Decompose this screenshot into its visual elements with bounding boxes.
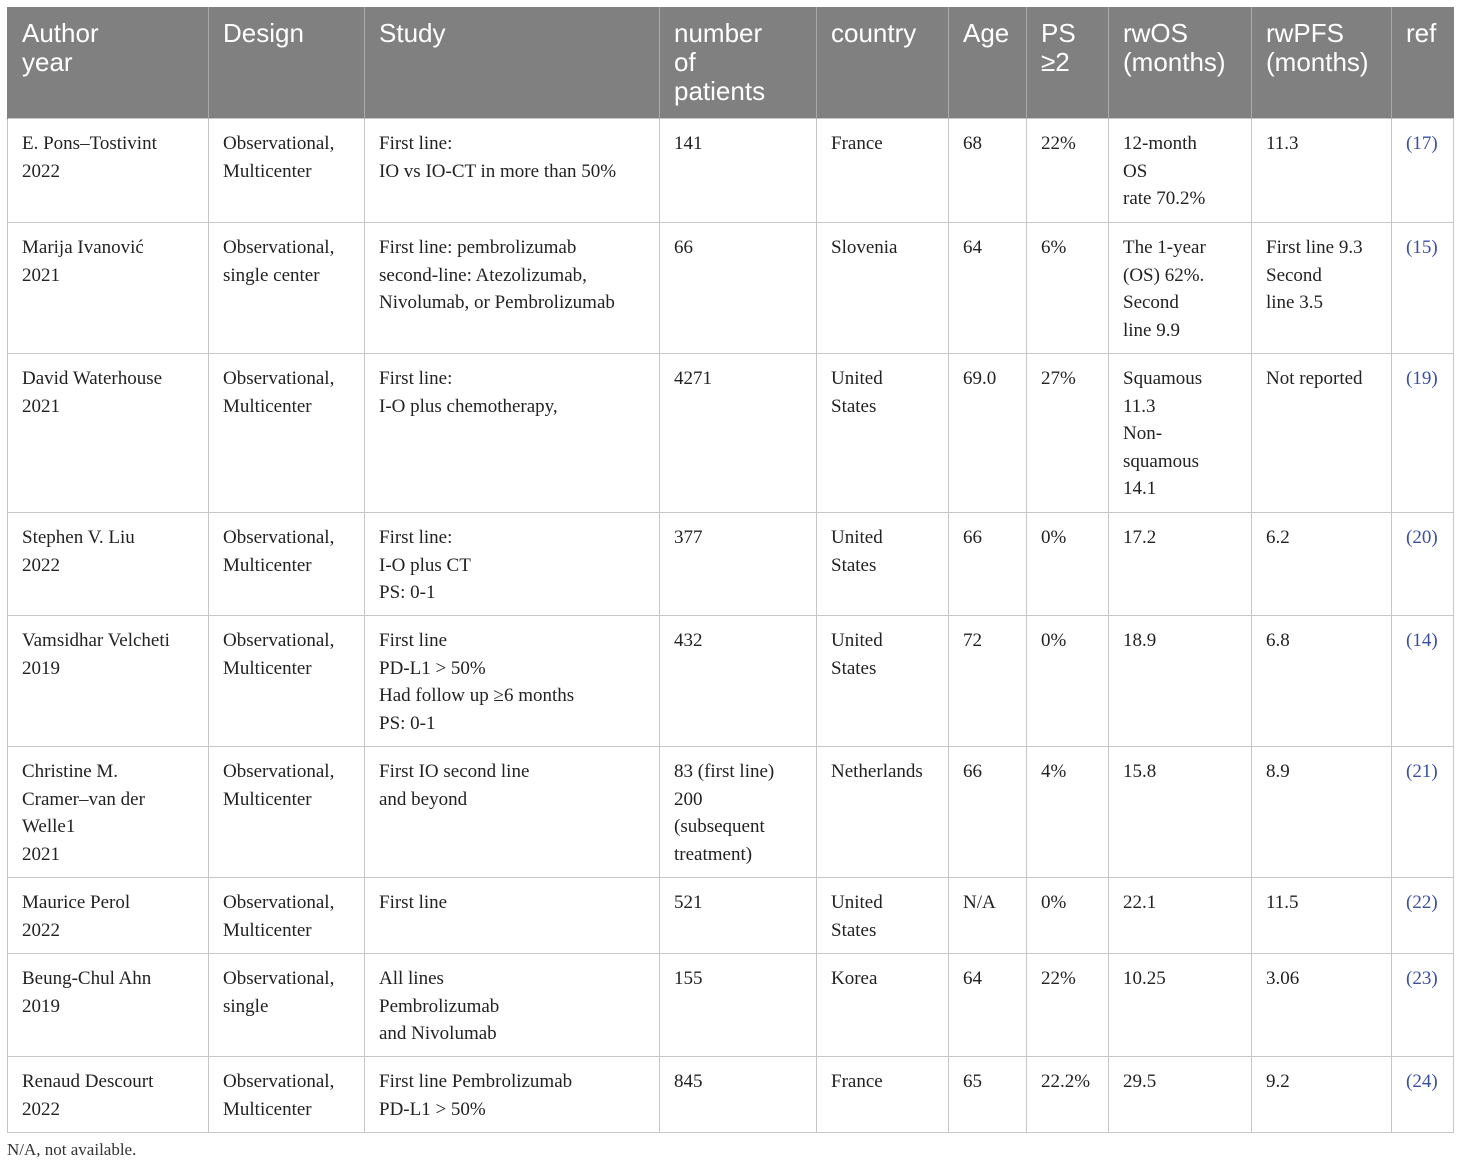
- cell-ref[interactable]: (17): [1392, 119, 1454, 223]
- cell-rwpfs: 3.06: [1252, 954, 1392, 1057]
- cell-rwos: 10.25: [1109, 954, 1252, 1057]
- cell-design: Observational, Multicenter: [209, 513, 365, 616]
- cell-rwpfs: Not reported: [1252, 354, 1392, 513]
- cell-study: First line: I-O plus CT PS: 0-1: [365, 513, 660, 616]
- table-row: [8, 1057, 1454, 1133]
- cell-age: 72: [949, 616, 1027, 747]
- cell-design: Observational, Multicenter: [209, 354, 365, 513]
- cell-age: 64: [949, 954, 1027, 1057]
- cell-study: First line: pembrolizumab second-line: Atezolizumab, Nivolumab, or Pembrolizumab: [365, 223, 660, 354]
- cell-design: Observational, single: [209, 954, 365, 1057]
- cell-study: First line Pembrolizumab PD-L1 > 50%: [365, 1057, 660, 1133]
- cell-rwos: Squamous 11.3 Non- squamous 14.1: [1109, 354, 1252, 513]
- cell-age: 65: [949, 1057, 1027, 1133]
- cell-country: Netherlands: [817, 747, 949, 878]
- table-row: [8, 954, 1454, 1057]
- cell-country: United States: [817, 878, 949, 954]
- cell-design: Observational, single center: [209, 223, 365, 354]
- table-row: [8, 119, 1454, 223]
- table-row: [8, 354, 1454, 513]
- cell-ps: 0%: [1027, 513, 1109, 616]
- cell-rwpfs: 6.8: [1252, 616, 1392, 747]
- table-row: [8, 223, 1454, 354]
- cell-design: Observational, Multicenter: [209, 747, 365, 878]
- table-row: [8, 747, 1454, 878]
- cell-study: First line PD-L1 > 50% Had follow up ≥6 months PS: 0-1: [365, 616, 660, 747]
- table-footnote: N/A, not available.: [7, 1140, 137, 1159]
- cell-number-of-patients: 141: [660, 119, 817, 223]
- cell-ref[interactable]: (22): [1392, 878, 1454, 954]
- cell-ps: 22%: [1027, 954, 1109, 1057]
- cell-study: All lines Pembrolizumab and Nivolumab: [365, 954, 660, 1057]
- cell-number-of-patients: 432: [660, 616, 817, 747]
- table-row: [8, 878, 1454, 954]
- cell-author-year: E. Pons–Tostivint 2022: [8, 119, 209, 223]
- cell-rwpfs: 11.5: [1252, 878, 1392, 954]
- cell-rwos: 12-month OS rate 70.2%: [1109, 119, 1252, 223]
- cell-ps: 27%: [1027, 354, 1109, 513]
- cell-author-year: David Waterhouse 2021: [8, 354, 209, 513]
- cell-design: Observational, Multicenter: [209, 616, 365, 747]
- cell-number-of-patients: 83 (first line) 200 (subsequent treatment): [660, 747, 817, 878]
- header-rwpfs: rwPFS (months): [1252, 7, 1392, 119]
- cell-number-of-patients: 66: [660, 223, 817, 354]
- cell-study: First line: [365, 878, 660, 954]
- cell-design: Observational, Multicenter: [209, 878, 365, 954]
- cell-author-year: Renaud Descourt 2022: [8, 1057, 209, 1133]
- header-rwos: rwOS (months): [1109, 7, 1252, 119]
- cell-number-of-patients: 521: [660, 878, 817, 954]
- header-ref: ref: [1392, 7, 1454, 119]
- cell-ref[interactable]: (15): [1392, 223, 1454, 354]
- cell-age: 66: [949, 513, 1027, 616]
- cell-rwpfs: 11.3: [1252, 119, 1392, 223]
- table-row: [8, 513, 1454, 616]
- cell-age: 66: [949, 747, 1027, 878]
- cell-ps: 0%: [1027, 878, 1109, 954]
- cell-rwos: 15.8: [1109, 747, 1252, 878]
- header-row: [8, 7, 1454, 119]
- cell-rwpfs: 6.2: [1252, 513, 1392, 616]
- cell-number-of-patients: 155: [660, 954, 817, 1057]
- cell-study: First IO second line and beyond: [365, 747, 660, 878]
- cell-author-year: Beung-Chul Ahn 2019: [8, 954, 209, 1057]
- cell-ref[interactable]: (24): [1392, 1057, 1454, 1133]
- cell-rwpfs: 9.2: [1252, 1057, 1392, 1133]
- cell-number-of-patients: 845: [660, 1057, 817, 1133]
- cell-ref[interactable]: (23): [1392, 954, 1454, 1057]
- cell-rwos: 17.2: [1109, 513, 1252, 616]
- cell-ps: 22.2%: [1027, 1057, 1109, 1133]
- cell-ps: 4%: [1027, 747, 1109, 878]
- cell-author-year: Christine M. Cramer–van der Welle1 2021: [8, 747, 209, 878]
- cell-author-year: Stephen V. Liu 2022: [8, 513, 209, 616]
- cell-ref[interactable]: (20): [1392, 513, 1454, 616]
- cell-study: First line: IO vs IO-CT in more than 50%: [365, 119, 660, 223]
- header-author-year: Author year: [8, 7, 209, 119]
- cell-number-of-patients: 4271: [660, 354, 817, 513]
- header-study: Study: [365, 7, 660, 119]
- cell-author-year: Vamsidhar Velcheti 2019: [8, 616, 209, 747]
- cell-age: N/A: [949, 878, 1027, 954]
- header-number-of-patients: number of patients: [660, 7, 817, 119]
- cell-country: Korea: [817, 954, 949, 1057]
- cell-age: 64: [949, 223, 1027, 354]
- cell-ref[interactable]: (19): [1392, 354, 1454, 513]
- cell-author-year: Maurice Perol 2022: [8, 878, 209, 954]
- cell-rwos: The 1-year (OS) 62%. Second line 9.9: [1109, 223, 1252, 354]
- cell-rwos: 29.5: [1109, 1057, 1252, 1133]
- table-row: [8, 616, 1454, 747]
- cell-author-year: Marija Ivanović 2021: [8, 223, 209, 354]
- cell-age: 69.0: [949, 354, 1027, 513]
- cell-country: France: [817, 1057, 949, 1133]
- table-container: [7, 7, 1453, 1133]
- cell-rwpfs: 8.9: [1252, 747, 1392, 878]
- cell-rwos: 18.9: [1109, 616, 1252, 747]
- cell-country: United States: [817, 513, 949, 616]
- cell-ps: 22%: [1027, 119, 1109, 223]
- cell-country: Slovenia: [817, 223, 949, 354]
- cell-country: United States: [817, 616, 949, 747]
- cell-design: Observational, Multicenter: [209, 1057, 365, 1133]
- cell-country: United States: [817, 354, 949, 513]
- cell-age: 68: [949, 119, 1027, 223]
- cell-ref[interactable]: (14): [1392, 616, 1454, 747]
- cell-rwos: 22.1: [1109, 878, 1252, 954]
- data-table: [7, 7, 1454, 1133]
- cell-ref[interactable]: (21): [1392, 747, 1454, 878]
- header-age: Age: [949, 7, 1027, 119]
- cell-number-of-patients: 377: [660, 513, 817, 616]
- cell-study: First line: I-O plus chemotherapy,: [365, 354, 660, 513]
- header-ps: PS ≥2: [1027, 7, 1109, 119]
- cell-country: France: [817, 119, 949, 223]
- cell-design: Observational, Multicenter: [209, 119, 365, 223]
- cell-rwpfs: First line 9.3 Second line 3.5: [1252, 223, 1392, 354]
- header-country: country: [817, 7, 949, 119]
- header-design: Design: [209, 7, 365, 119]
- cell-ps: 0%: [1027, 616, 1109, 747]
- cell-ps: 6%: [1027, 223, 1109, 354]
